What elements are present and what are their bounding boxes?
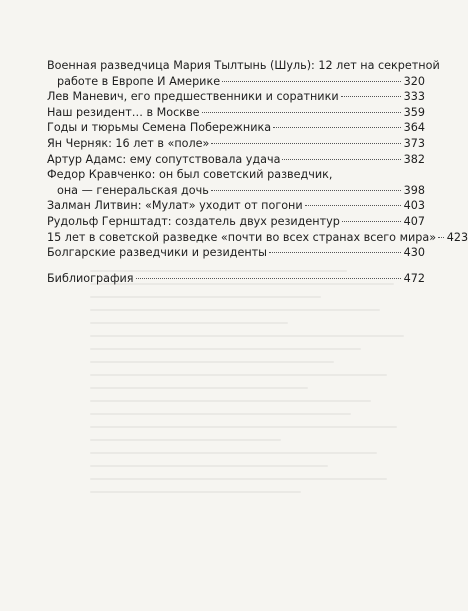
bleed-through-texture [90, 270, 420, 600]
table-of-contents [47, 58, 468, 286]
leader-dots [305, 205, 401, 206]
toc-entry-title-cont: работе в Европе И Америке [57, 74, 221, 88]
toc-entry-title: Библиография [47, 271, 134, 285]
leader-dots [202, 112, 402, 113]
toc-entry[interactable] [47, 245, 425, 261]
toc-entry-title: Годы и тюрьмы Семена Побережника [47, 121, 272, 135]
leader-dots [222, 81, 401, 82]
toc-entry[interactable] [47, 105, 425, 121]
toc-page-number: 333 [403, 90, 425, 104]
toc-entry[interactable] [47, 214, 425, 230]
leader-dots [269, 252, 401, 253]
toc-entry[interactable] [47, 136, 425, 152]
toc-entry-title: Лев Маневич, его предшественники и соратники [47, 90, 339, 104]
toc-page-number: 364 [403, 121, 425, 135]
toc-page-number: 382 [403, 152, 425, 166]
toc-page-number: 320 [403, 74, 425, 88]
leader-dots [342, 221, 401, 222]
toc-entry-title: Болгарские разведчики и резиденты [47, 246, 268, 260]
leader-dots [211, 190, 401, 191]
toc-entry-title: Наш резидент… в Москве [47, 105, 200, 119]
leader-dots [273, 127, 401, 128]
toc-entry-title: Артур Адамс: ему сопутствовала удача [47, 152, 281, 166]
toc-page-number: 373 [403, 136, 425, 150]
toc-page-number: 472 [403, 271, 425, 285]
toc-entry-title: 15 лет в советской разведке «почти во всех странах всего мира» [47, 230, 437, 244]
toc-bibliography-entry[interactable] [47, 271, 425, 287]
toc-entry-title: Залман Литвин: «Мулат» уходит от погони [47, 199, 303, 213]
toc-entry-title-cont: она — генеральская дочь [57, 183, 209, 197]
leader-dots [438, 237, 444, 238]
toc-page-number: 430 [403, 246, 425, 260]
toc-entry[interactable] [47, 58, 440, 89]
toc-entry-title: Рудольф Гернштадт: создатель двух резидентур [47, 214, 340, 228]
toc-page-number: 403 [403, 199, 425, 213]
toc-entry[interactable] [47, 198, 425, 214]
toc-entry[interactable] [47, 152, 425, 168]
toc-entry-title: Ян Черняк: 16 лет в «поле» [47, 136, 210, 150]
toc-page-number: 407 [403, 214, 425, 228]
toc-page-number: 423 [446, 230, 468, 244]
leader-dots [282, 159, 401, 160]
toc-entry[interactable] [47, 89, 425, 105]
toc-entry-title: Федор Кравченко: он был советский разведчик, [47, 168, 333, 182]
leader-dots [341, 96, 401, 97]
leader-dots [136, 278, 401, 279]
toc-entry[interactable] [47, 167, 425, 198]
leader-dots [211, 143, 401, 144]
toc-entry[interactable] [47, 230, 468, 246]
toc-page-number: 359 [403, 105, 425, 119]
toc-entry-title: Военная разведчица Мария Тылтынь (Шуль): 12 лет на секретной [47, 59, 440, 72]
toc-entry[interactable] [47, 120, 425, 136]
toc-page-number: 398 [403, 183, 425, 197]
